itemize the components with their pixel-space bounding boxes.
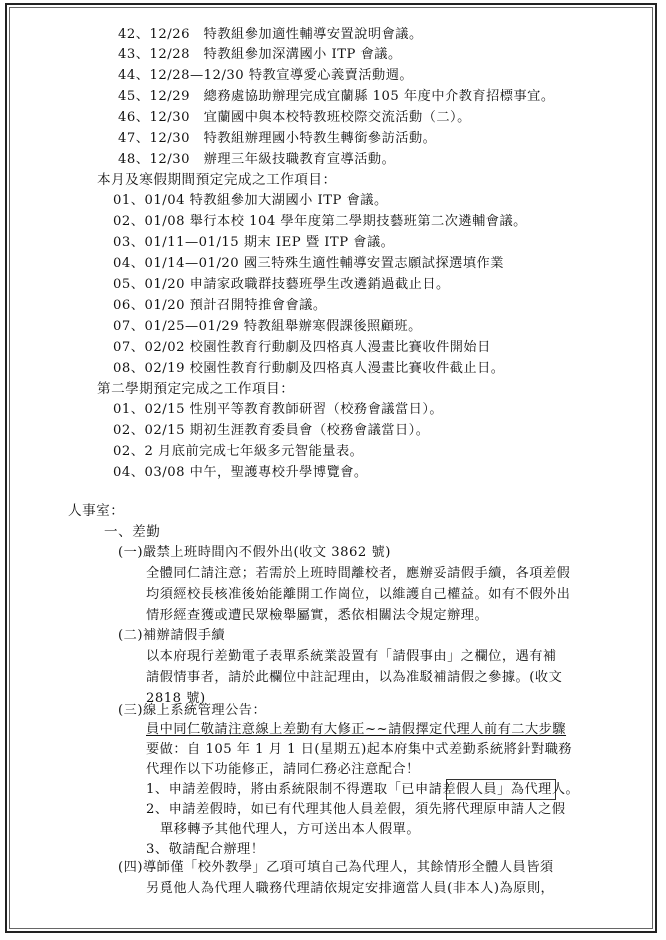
list-item: 01、01/04 特教組參加大湖國小 ITP 會議。	[113, 193, 388, 208]
list-item: 45、12/29 總務處協助辦理完成宜蘭縣 105 年度中介教育招標事宜。	[118, 89, 555, 104]
month-plan-heading: 本月及寒假期間預定完成之工作項目：	[97, 172, 337, 188]
paragraph-line: 請假情事者，請於此欄位中註記理由，以為准駁補請假之參據。(收文	[146, 670, 563, 685]
list-item: 47、12/30 特教組辦理國小特教生轉銜參訪活動。	[118, 131, 437, 146]
sub-heading: (三)線上系統管理公告：	[118, 703, 267, 718]
paragraph-line: 2818 號)	[146, 691, 206, 706]
paragraph-line: 情形經查獲或遭民眾檢舉屬實，悉依相關法令規定辦理。	[146, 608, 489, 623]
step-line: 3、敬請配合辦理！	[146, 842, 265, 857]
list-item: 07、01/25—01/29 特教組舉辦寒假課後照顧班。	[113, 319, 422, 334]
step-line: 1、申請差假時，將由系統限制不得選取「已申請差假人員」為代理人。	[146, 782, 580, 797]
paragraph-line: 全體同仁請注意；若需於上班時間離校者，應辦妥請假手續，各項差假	[146, 566, 571, 581]
list-item: 02、2 月底前完成七年級多元智能量表。	[113, 444, 364, 459]
list-item: 46、12/30 宜蘭國中與本校特教班校際交流活動（二）。	[118, 110, 471, 125]
sub-heading: (二)補辦請假手續	[118, 628, 226, 643]
notice-line: 員中同仁敬請注意線上差勤有大修正~~請假擇定代理人前有二大步驟	[146, 722, 567, 737]
list-item: 02、02/15 期初生涯教育委員會（校務會議當日）。	[113, 423, 430, 438]
personnel-heading: 人事室：	[68, 503, 125, 519]
paragraph-line: 另覓他人為代理人職務代理請依規定安排適當人員(非本人)為原則，	[146, 881, 555, 896]
step-line: 單移轉予其他代理人，方可送出本人假單。	[160, 822, 421, 837]
semester-plan-heading: 第二學期預定完成之工作項目：	[97, 381, 295, 397]
list-item: 03、01/11—01/15 期末 IEP 暨 ITP 會議。	[113, 235, 395, 250]
list-item: 42、12/26 特教組參加適性輔導安置說明會議。	[118, 27, 423, 42]
list-item: 08、02/19 校園性教育行動劇及四格真人漫畫比賽收件截止日。	[113, 361, 505, 376]
list-item: 05、01/20 申請家政職群技藝班學生改遴銷過截止日。	[113, 277, 450, 292]
notice-line: 要做：自 105 年 1 月 1 日(星期五)起本府集中式差勤系統將針對職務	[146, 742, 573, 757]
paragraph-line: 均須經校長核准後始能離開工作崗位，以維護自己權益。如有不假外出	[146, 587, 571, 602]
section-attendance: 一、差勤	[104, 524, 161, 540]
list-item: 44、12/28—12/30 特教宣導愛心義賣活動週。	[118, 68, 414, 83]
list-item: 07、02/02 校園性教育行動劇及四格真人漫畫比賽收件開始日	[113, 340, 491, 355]
list-item: 01、02/15 性別平等教育教師研習（校務會議當日）。	[113, 402, 444, 417]
list-item: 48、12/30 辦理三年級技職教育宣導活動。	[118, 152, 396, 167]
notice-line: 代理作以下功能修正，請同仁務必注意配合！	[146, 762, 420, 777]
sub-heading: (一)嚴禁上班時間內不假外出(收文 3862 號)	[118, 545, 391, 560]
list-item: 06、01/20 預計召開特推會會議。	[113, 298, 327, 313]
paragraph-line: 以本府現行差勤電子表單系統業設置有「請假事由」之欄位，遇有補	[146, 649, 557, 664]
step-line: 2、申請差假時，如已有代理其他人員差假，須先將代理原申請人之假	[146, 802, 566, 817]
list-item: 02、01/08 舉行本校 104 學年度第二學期技藝班第二次遴輔會議。	[113, 214, 527, 229]
list-item: 04、03/08 中午，聖護專校升學博覽會。	[113, 465, 368, 480]
paragraph-line: (四)導師僅「校外教學」乙項可填自己為代理人，其餘情形全體人員皆須	[118, 860, 554, 875]
list-item: 43、12/28 特教組參加深溝國小 ITP 會議。	[118, 47, 402, 62]
list-item: 04、01/14—01/20 國三特殊生適性輔導安置志願試探選填作業	[113, 256, 504, 271]
